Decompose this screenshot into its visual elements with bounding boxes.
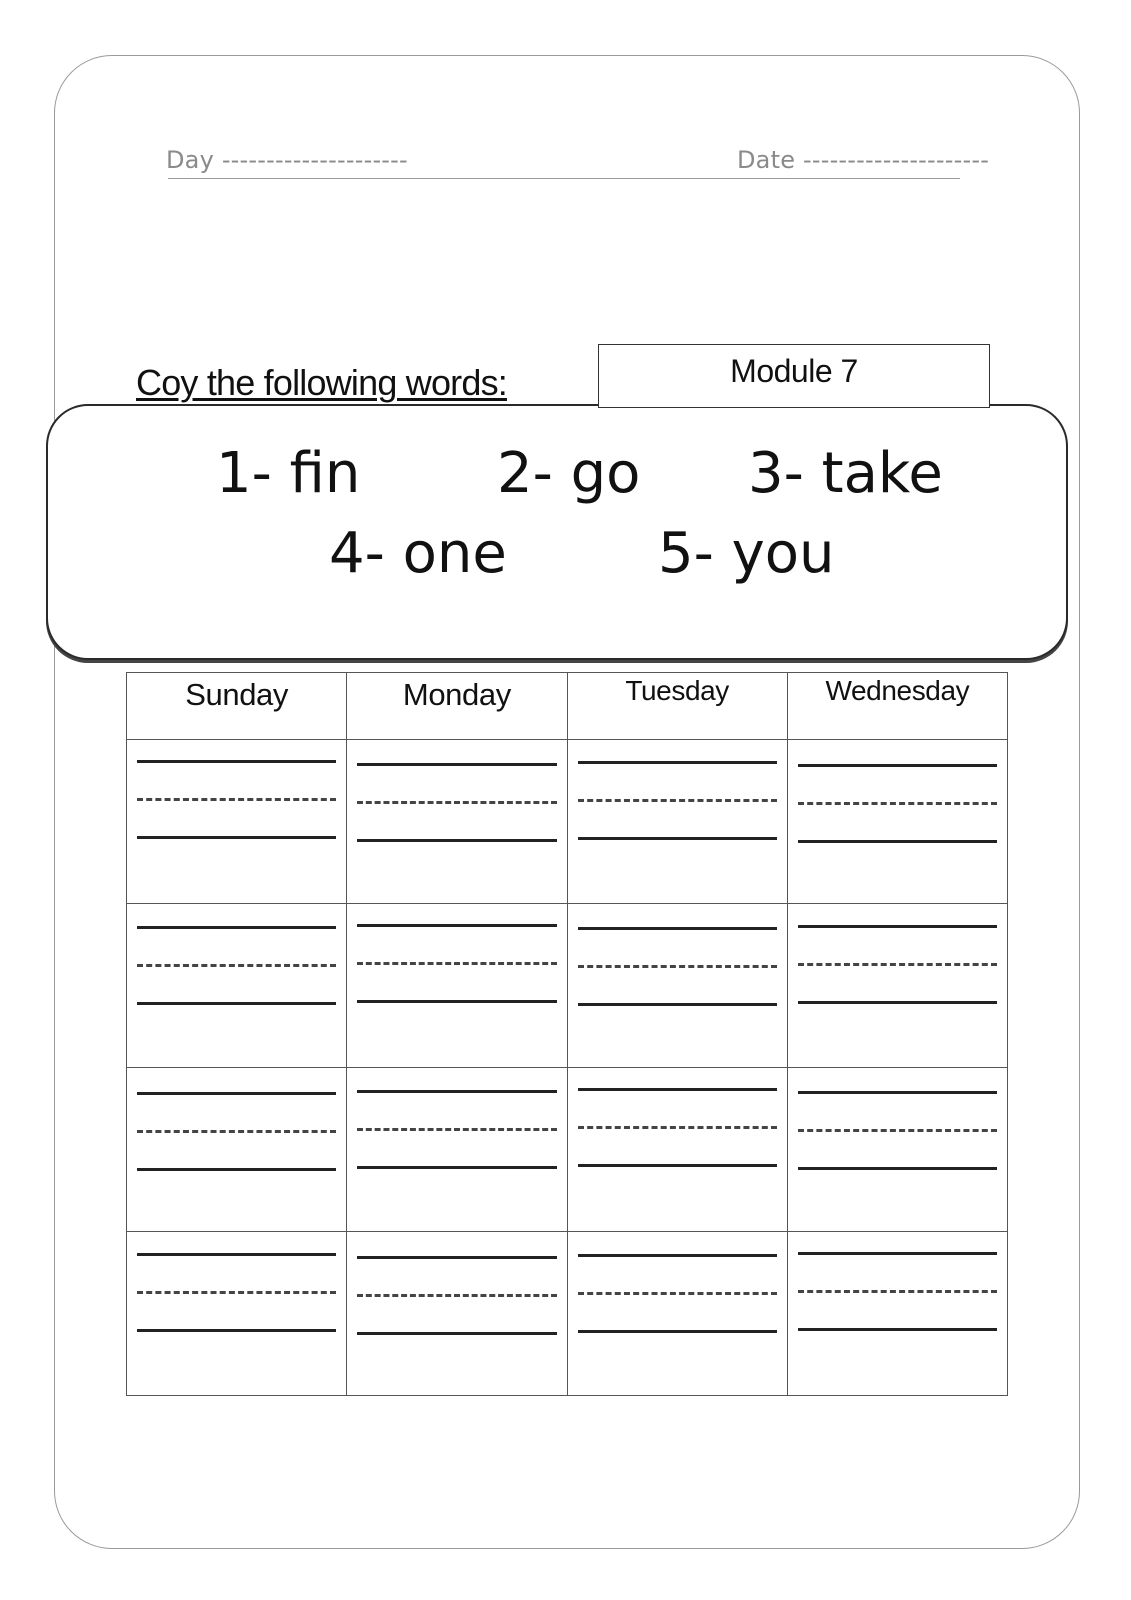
writing-top-line bbox=[357, 763, 556, 766]
writing-cell-sunday[interactable] bbox=[127, 904, 347, 1068]
writing-top-line bbox=[137, 1092, 336, 1095]
column-header-sunday: Sunday bbox=[127, 673, 347, 740]
writing-cell-sunday[interactable] bbox=[127, 1232, 347, 1396]
writing-base-line bbox=[798, 1167, 997, 1170]
instruction-heading: Coy the following words: bbox=[136, 362, 507, 403]
writing-top-line bbox=[357, 924, 556, 927]
writing-base-line bbox=[357, 1332, 556, 1335]
writing-base-line bbox=[798, 840, 997, 843]
writing-top-line bbox=[578, 1088, 777, 1091]
writing-cell-monday[interactable] bbox=[347, 1068, 567, 1232]
word-item-2: 2- go bbox=[497, 441, 641, 506]
writing-cell-monday[interactable] bbox=[347, 740, 567, 904]
writing-mid-line bbox=[137, 1291, 336, 1294]
writing-cell-monday[interactable] bbox=[347, 1232, 567, 1396]
writing-top-line bbox=[798, 925, 997, 928]
column-header-monday: Monday bbox=[347, 673, 567, 740]
practice-table bbox=[126, 672, 1008, 1396]
header-divider bbox=[168, 178, 960, 179]
word-list-box bbox=[46, 404, 1068, 660]
writing-mid-line bbox=[137, 798, 336, 801]
writing-top-line bbox=[578, 1254, 777, 1257]
writing-base-line bbox=[137, 1329, 336, 1332]
table-row bbox=[127, 904, 1008, 1068]
writing-top-line bbox=[137, 760, 336, 763]
writing-top-line bbox=[798, 764, 997, 767]
table-row bbox=[127, 1232, 1008, 1396]
writing-top-line bbox=[137, 1253, 336, 1256]
writing-mid-line bbox=[578, 965, 777, 968]
writing-mid-line bbox=[357, 1294, 556, 1297]
writing-base-line bbox=[137, 1168, 336, 1171]
writing-base-line bbox=[578, 1164, 777, 1167]
module-label: Module 7 bbox=[730, 353, 858, 389]
writing-mid-line bbox=[137, 1130, 336, 1133]
writing-mid-line bbox=[798, 1129, 997, 1132]
writing-top-line bbox=[357, 1090, 556, 1093]
writing-base-line bbox=[137, 1002, 336, 1005]
writing-base-line bbox=[357, 1166, 556, 1169]
column-header-tuesday: Tuesday bbox=[567, 673, 787, 740]
table-header-row bbox=[127, 673, 1008, 740]
writing-base-line bbox=[137, 836, 336, 839]
writing-cell-wednesday[interactable] bbox=[787, 904, 1007, 1068]
writing-base-line bbox=[578, 1003, 777, 1006]
table-row bbox=[127, 1068, 1008, 1232]
writing-base-line bbox=[357, 839, 556, 842]
writing-top-line bbox=[798, 1091, 997, 1094]
writing-cell-sunday[interactable] bbox=[127, 740, 347, 904]
writing-cell-tuesday[interactable] bbox=[567, 740, 787, 904]
writing-base-line bbox=[798, 1001, 997, 1004]
writing-base-line bbox=[578, 837, 777, 840]
writing-mid-line bbox=[578, 1292, 777, 1295]
writing-cell-tuesday[interactable] bbox=[567, 1068, 787, 1232]
writing-top-line bbox=[578, 761, 777, 764]
writing-base-line bbox=[578, 1330, 777, 1333]
writing-top-line bbox=[137, 926, 336, 929]
writing-cell-monday[interactable] bbox=[347, 904, 567, 1068]
writing-mid-line bbox=[357, 801, 556, 804]
writing-mid-line bbox=[357, 962, 556, 965]
day-field[interactable]: Day --------------------- bbox=[166, 146, 408, 174]
writing-mid-line bbox=[137, 964, 336, 967]
writing-mid-line bbox=[798, 963, 997, 966]
writing-cell-sunday[interactable] bbox=[127, 1068, 347, 1232]
writing-top-line bbox=[578, 927, 777, 930]
writing-base-line bbox=[798, 1328, 997, 1331]
writing-top-line bbox=[357, 1256, 556, 1259]
module-box bbox=[598, 344, 990, 408]
word-item-3: 3- take bbox=[748, 441, 943, 506]
writing-mid-line bbox=[798, 802, 997, 805]
writing-mid-line bbox=[357, 1128, 556, 1131]
writing-top-line bbox=[798, 1252, 997, 1255]
writing-cell-wednesday[interactable] bbox=[787, 740, 1007, 904]
table-row bbox=[127, 740, 1008, 904]
date-field[interactable]: Date --------------------- bbox=[737, 146, 990, 174]
word-item-4: 4- one bbox=[329, 521, 507, 586]
writing-cell-wednesday[interactable] bbox=[787, 1068, 1007, 1232]
column-header-wednesday: Wednesday bbox=[787, 673, 1007, 740]
writing-cell-tuesday[interactable] bbox=[567, 1232, 787, 1396]
word-item-5: 5- you bbox=[658, 521, 835, 586]
writing-mid-line bbox=[578, 799, 777, 802]
writing-cell-tuesday[interactable] bbox=[567, 904, 787, 1068]
writing-cell-wednesday[interactable] bbox=[787, 1232, 1007, 1396]
writing-mid-line bbox=[798, 1290, 997, 1293]
writing-mid-line bbox=[578, 1126, 777, 1129]
word-item-1: 1- fin bbox=[216, 441, 361, 506]
writing-base-line bbox=[357, 1000, 556, 1003]
